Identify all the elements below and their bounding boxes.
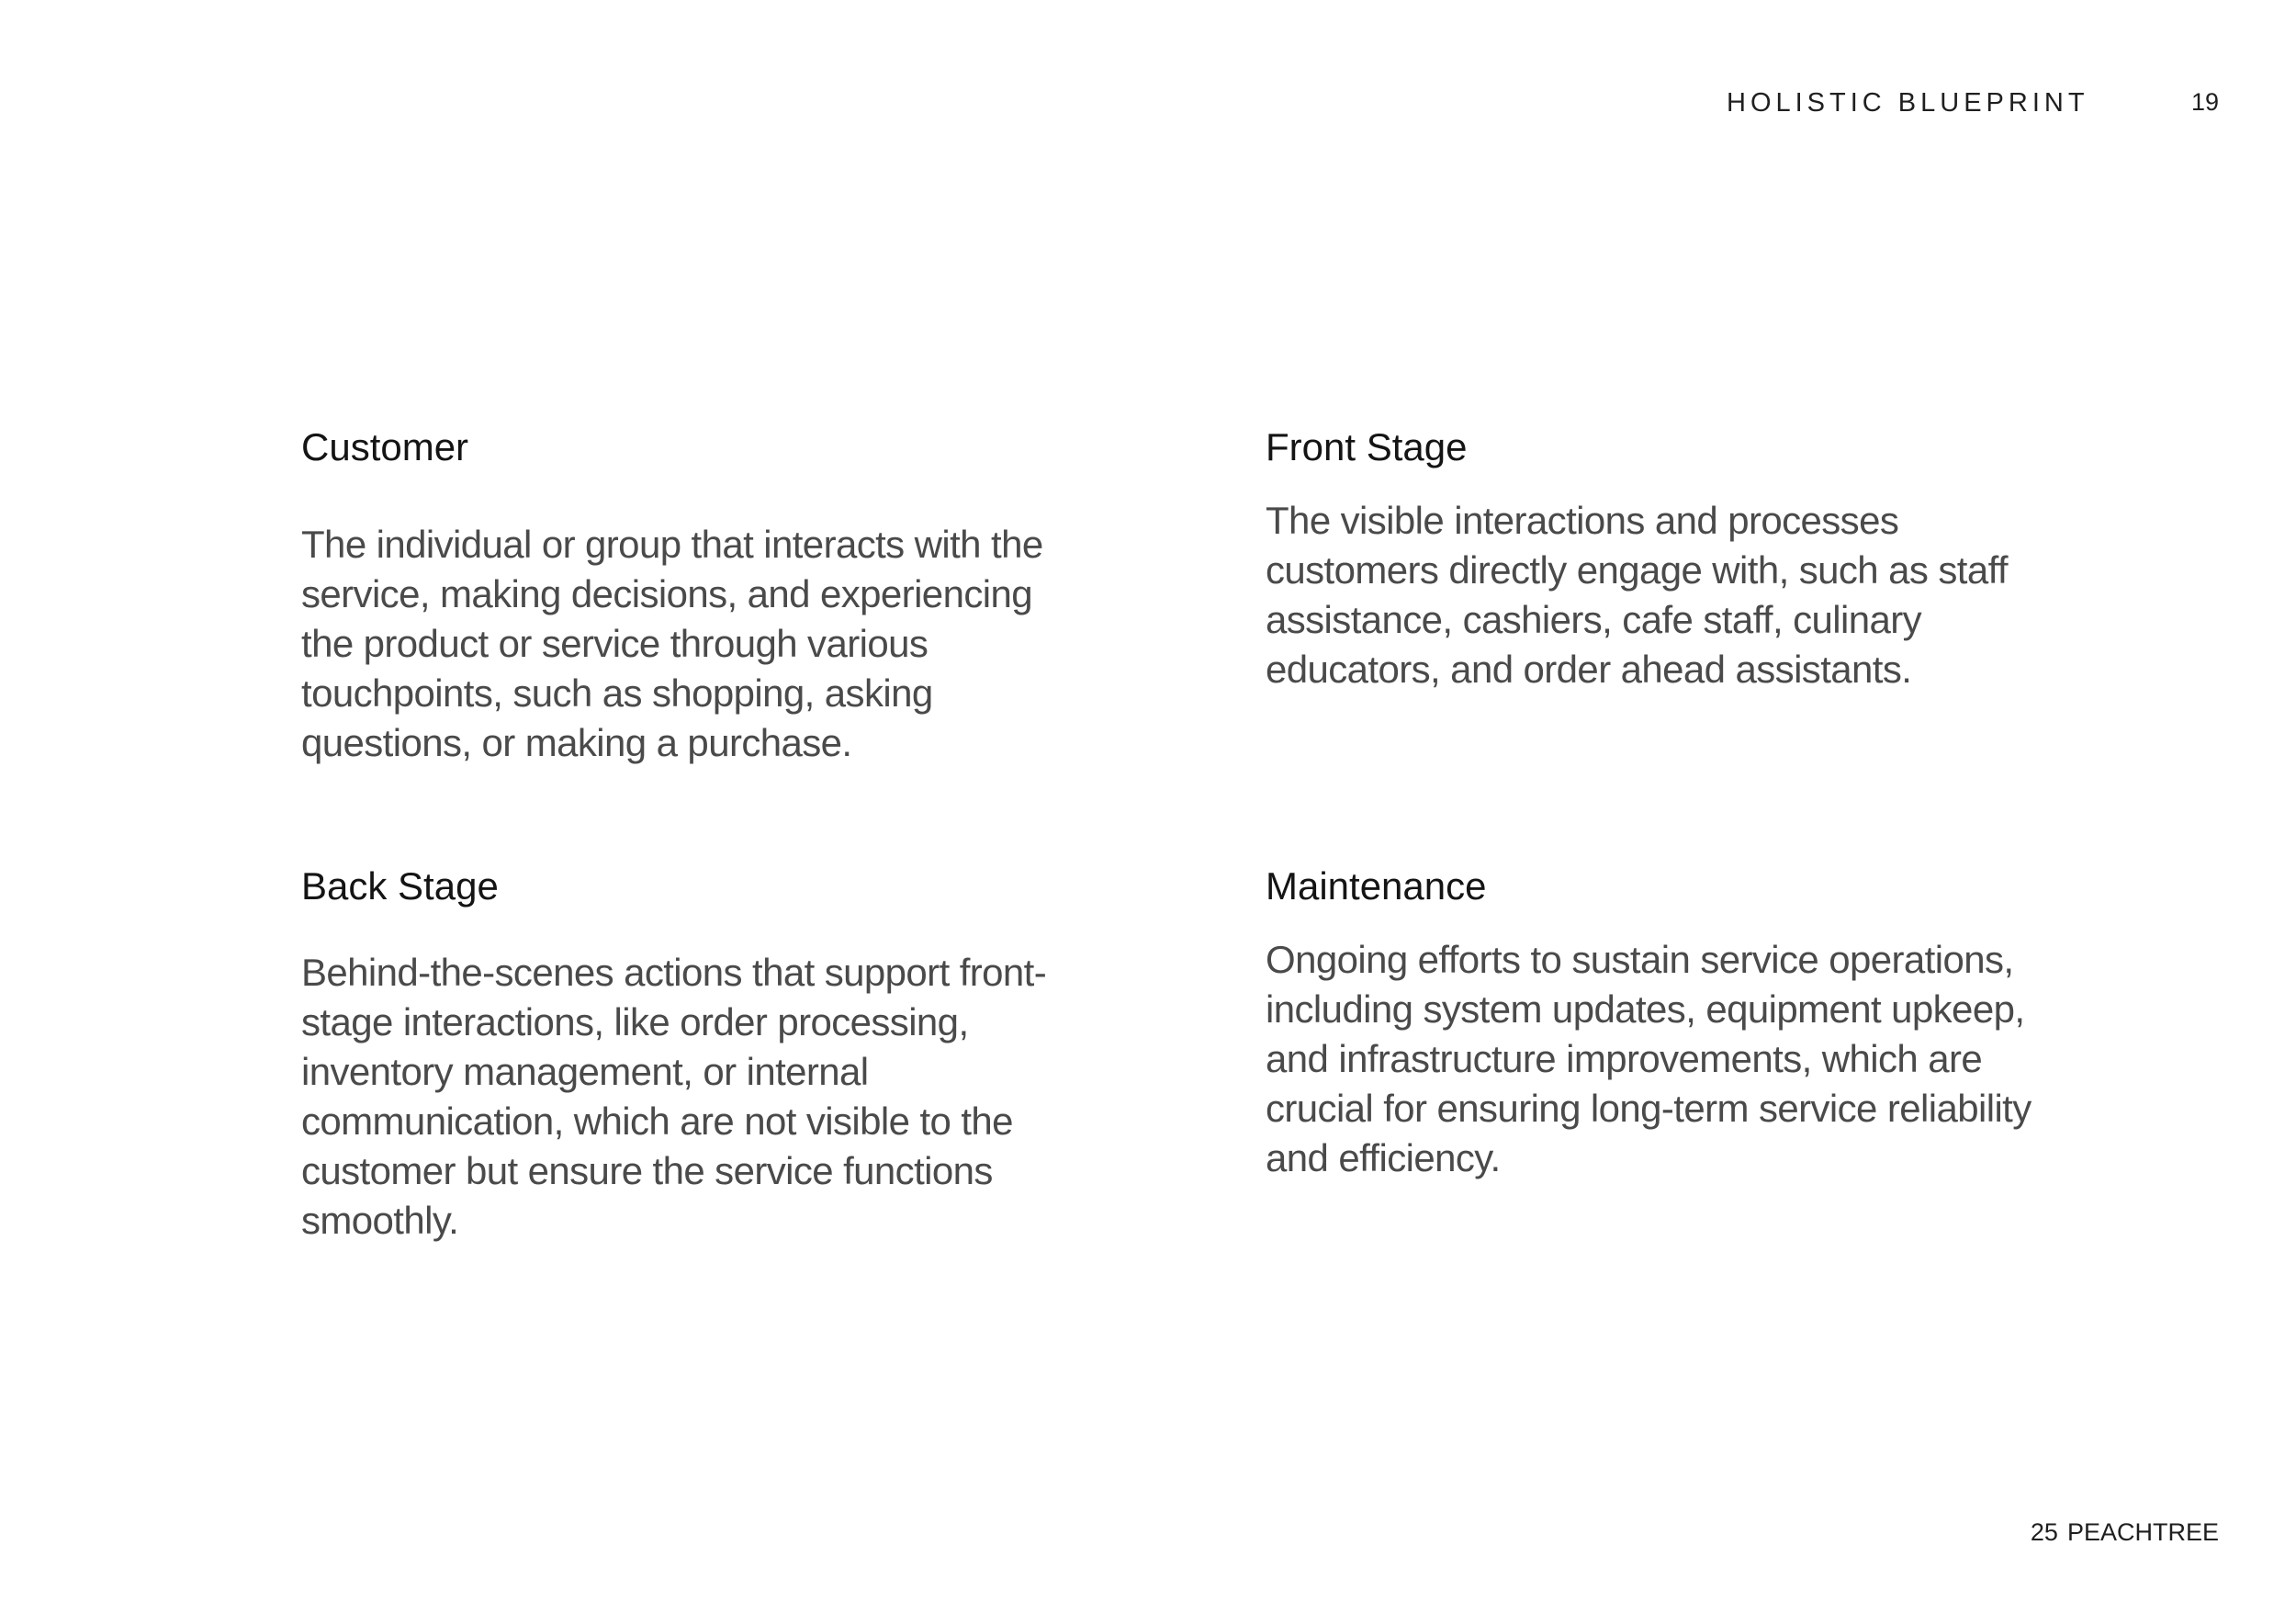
section-heading: Customer	[301, 425, 469, 468]
section-heading: Front Stage	[1266, 425, 1468, 468]
footer-number: 25	[2030, 1518, 2058, 1546]
section-heading: Back Stage	[301, 864, 499, 908]
section-body: Behind-the-scenes actions that support front-stage interactions, like order processing, inventory management, or internal communication, which are not visible to the customer but ensure the service functions smoothly.	[301, 951, 1047, 1243]
footer-label	[2031, 1518, 2219, 1547]
section-front-stage	[1266, 424, 2037, 694]
section-maintenance	[1266, 863, 2037, 1183]
section-body: Ongoing efforts to sustain service operations, including system updates, equipment upkeep, and infrastructure improvements, which are crucial for ensuring long-term service reliability and efficiency.	[1266, 938, 2032, 1180]
section-body: The visible interactions and processes customers directly engage with, such as staff assistance, cashiers, cafe staff, culinary educators, and order ahead assistants.	[1266, 499, 2008, 692]
section-customer	[301, 424, 1073, 768]
page-number: 19	[2191, 88, 2220, 116]
section-body: The individual or group that interacts with the service, making decisions, and experiencing the product or service through various touchpoints, such as shopping, asking questions, or making a purchase.	[301, 523, 1043, 765]
section-heading: Maintenance	[1266, 864, 1487, 908]
running-title: HOLISTIC BLUEPRINT	[1727, 88, 2089, 118]
section-back-stage	[301, 863, 1073, 1246]
footer-brand: PEACHTREE	[2066, 1518, 2219, 1546]
